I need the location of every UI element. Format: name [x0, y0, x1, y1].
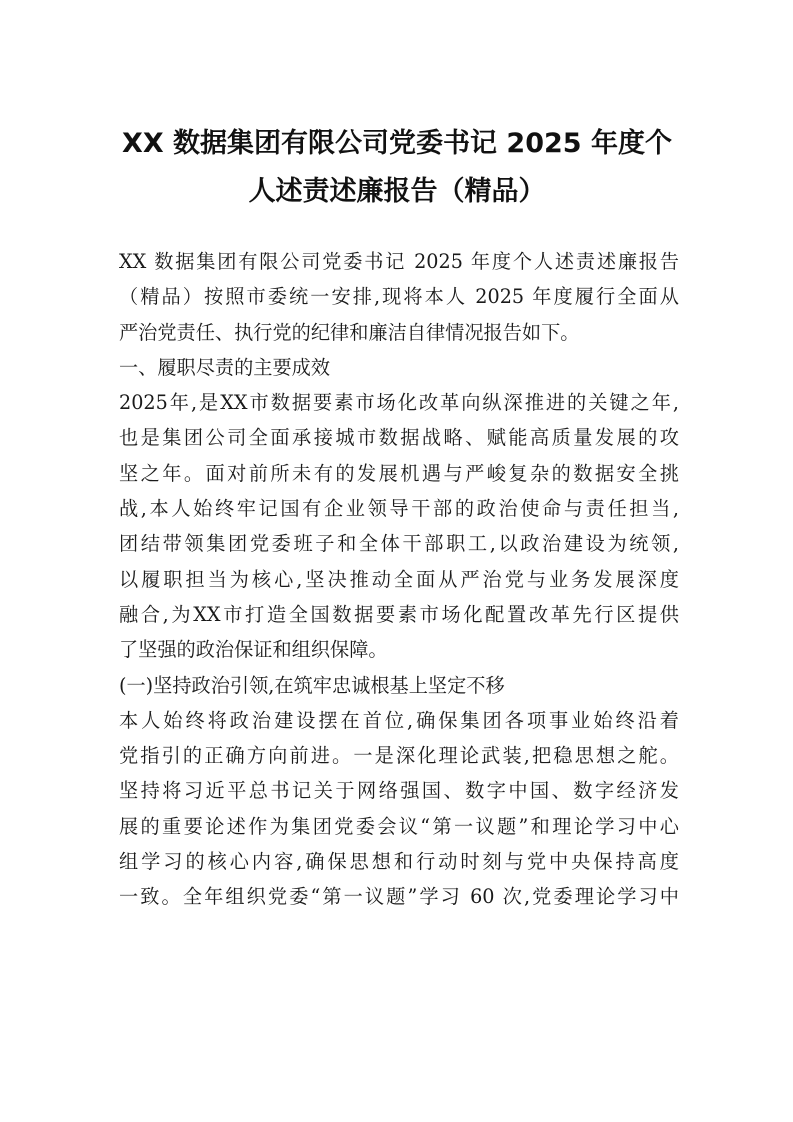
paragraph-line: 本人始终将政治建设摆在首位,确保集团各项事业始终沿着 [119, 708, 679, 732]
document-title [100, 120, 694, 216]
section-heading-1: 一、履职尽责的主要成效 [119, 355, 331, 379]
paragraph-line: 坚持将习近平总书记关于网络强国、数字中国、数字经济发 [119, 779, 679, 803]
subsection-heading-1: (一)坚持政治引领,在筑牢忠诚根基上坚定不移 [119, 673, 505, 697]
paragraph-line: 了坚强的政治保证和组织保障。 [119, 638, 388, 662]
title-line-2: 人述责述廉报告（精品） [248, 176, 546, 207]
paragraph-line: 一致。全年组织党委“第一议题”学习 60 次,党委理论学习中 [119, 885, 679, 909]
intro-line-1: XX 数据集团有限公司党委书记 2025 年度个人述责述廉报告 [119, 250, 679, 273]
paragraph-line: 党指引的正确方向前进。一是深化理论武装,把稳思想之舵。 [119, 744, 679, 768]
paragraph-line: 展的重要论述作为集团党委会议“第一议题”和理论学习中心 [119, 814, 679, 838]
document-body [119, 244, 679, 915]
paragraph-line: 坚之年。面对前所未有的发展机遇与严峻复杂的数据安全挑 [119, 461, 679, 485]
paragraph-line: 2025年,是XX市数据要素市场化改革向纵深推进的关键之年, [119, 391, 679, 415]
paragraph-line: 战,本人始终牢记国有企业领导干部的政治使命与责任担当, [119, 497, 679, 521]
paragraph-line: 团结带领集团党委班子和全体干部职工,以政治建设为统领, [119, 532, 679, 556]
paragraph-line: 也是集团公司全面承接城市数据战略、赋能高质量发展的攻 [119, 426, 679, 450]
title-line-1: XX 数据集团有限公司党委书记 2025 年度个 [122, 128, 672, 159]
paragraph-line: 融合,为XX市打造全国数据要素市场化配置改革先行区提供 [119, 602, 679, 626]
intro-line-2: （精品）按照市委统一安排,现将本人 2025 年度履行全面从 [119, 285, 679, 309]
paragraph-line: 组学习的核心内容,确保思想和行动时刻与党中央保持高度 [119, 850, 679, 874]
paragraph-line: 以履职担当为核心,坚决推动全面从严治党与业务发展深度 [119, 567, 679, 591]
intro-line-3: 严治党责任、执行党的纪律和廉洁自律情况报告如下。 [119, 320, 580, 344]
